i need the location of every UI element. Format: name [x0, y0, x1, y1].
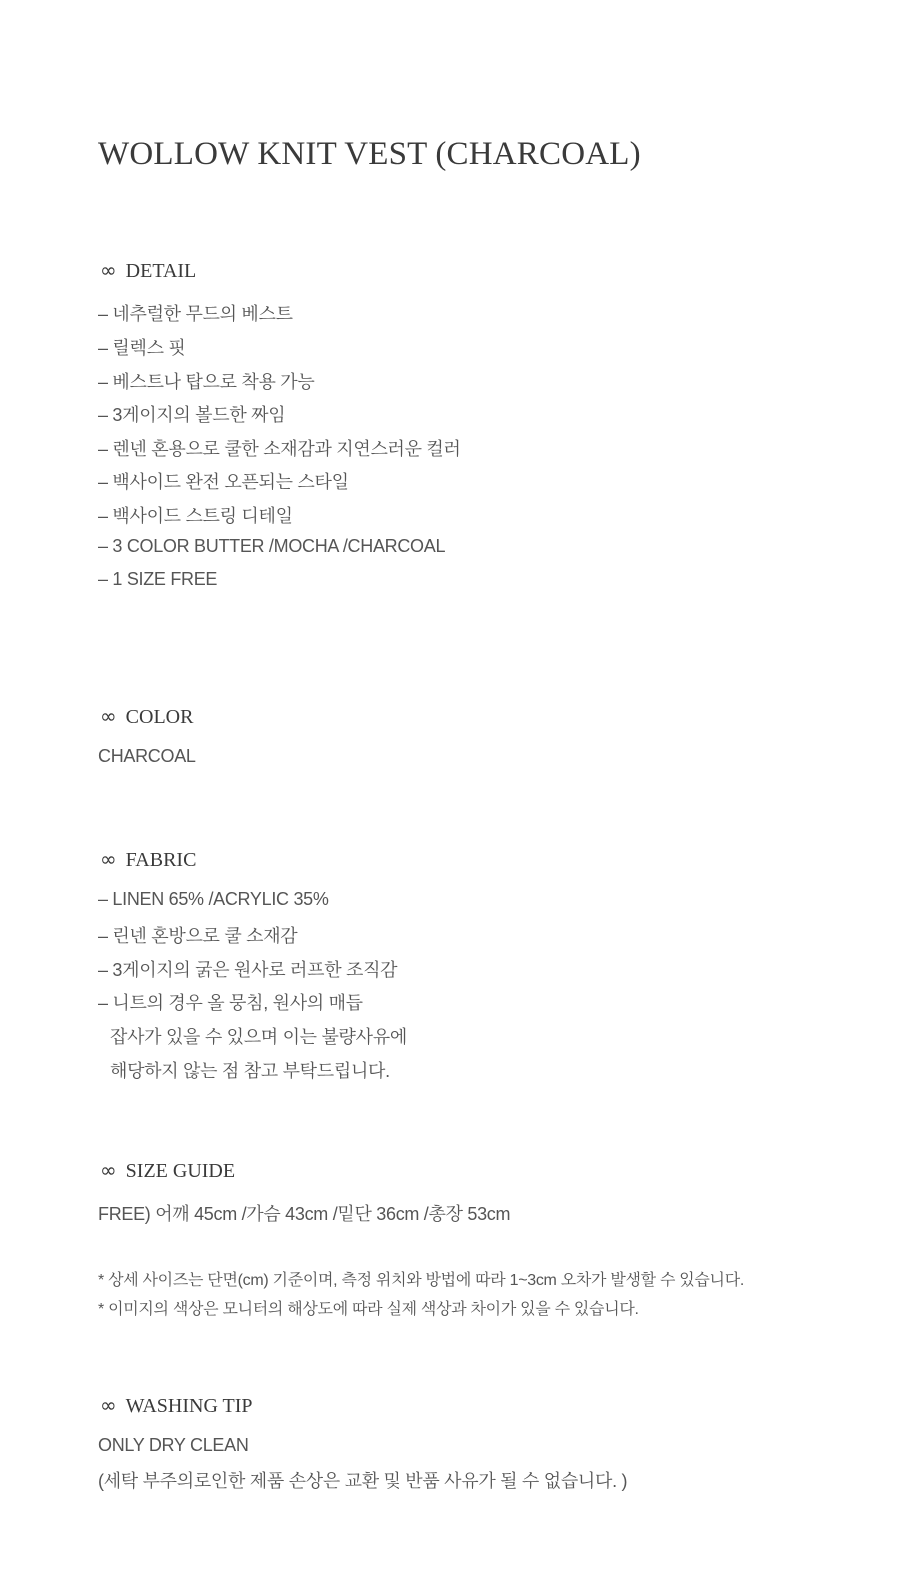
infinity-icon: ∞ [100, 847, 117, 871]
detail-item: – 3게이지의 볼드한 짜임 [98, 405, 286, 425]
fabric-item: 해당하지 않는 점 참고 부탁드립니다. [110, 1061, 390, 1081]
washing-tip-heading [100, 1393, 253, 1418]
detail-item: – 렌넨 혼용으로 쿨한 소재감과 지연스러운 컬러 [98, 439, 461, 459]
detail-heading [100, 258, 196, 283]
fabric-item: – 린넨 혼방으로 쿨 소재감 [98, 926, 298, 946]
detail-heading-label: DETAIL [125, 260, 197, 282]
detail-item: – 3 COLOR BUTTER /MOCHA /CHARCOAL [98, 536, 446, 556]
size-guide-heading-label: SIZE GUIDE [125, 1160, 236, 1182]
detail-item: – 베스트나 탑으로 착용 가능 [98, 372, 315, 392]
fabric-item: – LINEN 65% /ACRYLIC 35% [98, 889, 329, 909]
fabric-item: 잡사가 있을 수 있으며 이는 불량사유에 [110, 1027, 407, 1047]
fabric-item: – 3게이지의 굵은 원사로 러프한 조직감 [98, 960, 398, 980]
fabric-item: – 니트의 경우 올 뭉침, 원사의 매듭 [98, 993, 363, 1013]
washing-tip-value: ONLY DRY CLEAN [98, 1435, 249, 1455]
fabric-heading-label: FABRIC [125, 849, 197, 871]
color-heading-label: COLOR [125, 706, 194, 728]
size-guide-heading [100, 1158, 235, 1183]
infinity-icon: ∞ [100, 1393, 117, 1417]
infinity-icon: ∞ [100, 1158, 117, 1182]
detail-item: – 백사이드 완전 오픈되는 스타일 [98, 472, 349, 492]
color-heading [100, 704, 193, 729]
detail-item: – 네추럴한 무드의 베스트 [98, 304, 293, 324]
fabric-heading [100, 847, 196, 872]
detail-item: – 백사이드 스트링 디테일 [98, 506, 293, 526]
washing-tip-note: (세탁 부주의로인한 제품 손상은 교환 및 반품 사유가 될 수 없습니다. ) [98, 1471, 628, 1491]
size-note: * 상세 사이즈는 단면(cm) 기준이며, 측정 위치와 방법에 따라 1~3cm 오차가 발생할 수 있습니다. [98, 1272, 745, 1289]
detail-item: – 1 SIZE FREE [98, 569, 218, 589]
color-value: CHARCOAL [98, 746, 196, 766]
size-note: * 이미지의 색상은 모니터의 해상도에 따라 실제 색상과 차이가 있을 수 있습니다. [98, 1301, 639, 1318]
infinity-icon: ∞ [100, 258, 117, 282]
washing-tip-heading-label: WASHING TIP [125, 1395, 253, 1417]
detail-item: – 릴렉스 핏 [98, 338, 186, 358]
product-title: WOLLOW KNIT VEST (CHARCOAL) [98, 136, 641, 172]
infinity-icon: ∞ [100, 704, 117, 728]
size-guide-value: FREE) 어깨 45cm /가슴 43cm /밑단 36cm /총장 53cm [98, 1204, 511, 1224]
